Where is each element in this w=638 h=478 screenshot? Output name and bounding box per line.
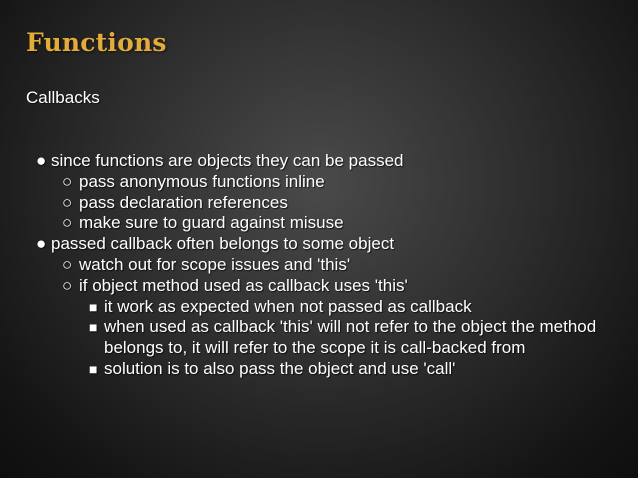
filled-circle-bullet-icon: ●	[36, 151, 47, 170]
bullet-text: pass anonymous functions inline	[79, 171, 325, 191]
bullet-text: pass declaration references	[79, 192, 288, 212]
sub-bullet-item	[0, 276, 638, 297]
hollow-circle-bullet-icon: ○	[62, 213, 73, 233]
bullet-text: watch out for scope issues and 'this'	[79, 254, 351, 274]
bullet-text: when used as callback 'this' will not refer to the object the method belongs to, it will refer to the scope it is call-backed from	[104, 317, 597, 358]
slide-subtitle: Callbacks	[26, 88, 100, 107]
square-bullet-icon: ■	[89, 298, 98, 315]
sub-bullet-item	[0, 172, 638, 193]
sub-sub-bullet-item	[0, 317, 638, 359]
bullet-item	[0, 151, 638, 172]
sub-sub-bullet-item	[0, 359, 638, 380]
bullet-text: if object method used as callback uses 'this'	[79, 275, 408, 295]
sub-bullet-item	[0, 255, 638, 276]
square-bullet-icon: ■	[89, 319, 98, 336]
filled-circle-bullet-icon: ●	[36, 234, 47, 254]
square-bullet-icon: ■	[89, 360, 98, 377]
bullet-list	[0, 151, 638, 380]
hollow-circle-bullet-icon: ○	[62, 192, 73, 212]
bullet-text: passed callback often belongs to some object	[51, 234, 395, 254]
bullet-text: it work as expected when not passed as callback	[104, 296, 472, 316]
bullet-text: since functions are objects they can be passed	[51, 151, 404, 170]
bullet-text: solution is to also pass the object and use 'call'	[104, 358, 456, 378]
sub-bullet-item	[0, 213, 638, 234]
hollow-circle-bullet-icon: ○	[62, 275, 73, 295]
slide-title: Functions	[26, 28, 167, 57]
hollow-circle-bullet-icon: ○	[62, 171, 73, 191]
sub-bullet-item	[0, 193, 638, 214]
sub-sub-bullet-item	[0, 297, 638, 318]
bullet-text: make sure to guard against misuse	[79, 213, 344, 233]
hollow-circle-bullet-icon: ○	[62, 254, 73, 274]
bullet-item	[0, 234, 638, 255]
